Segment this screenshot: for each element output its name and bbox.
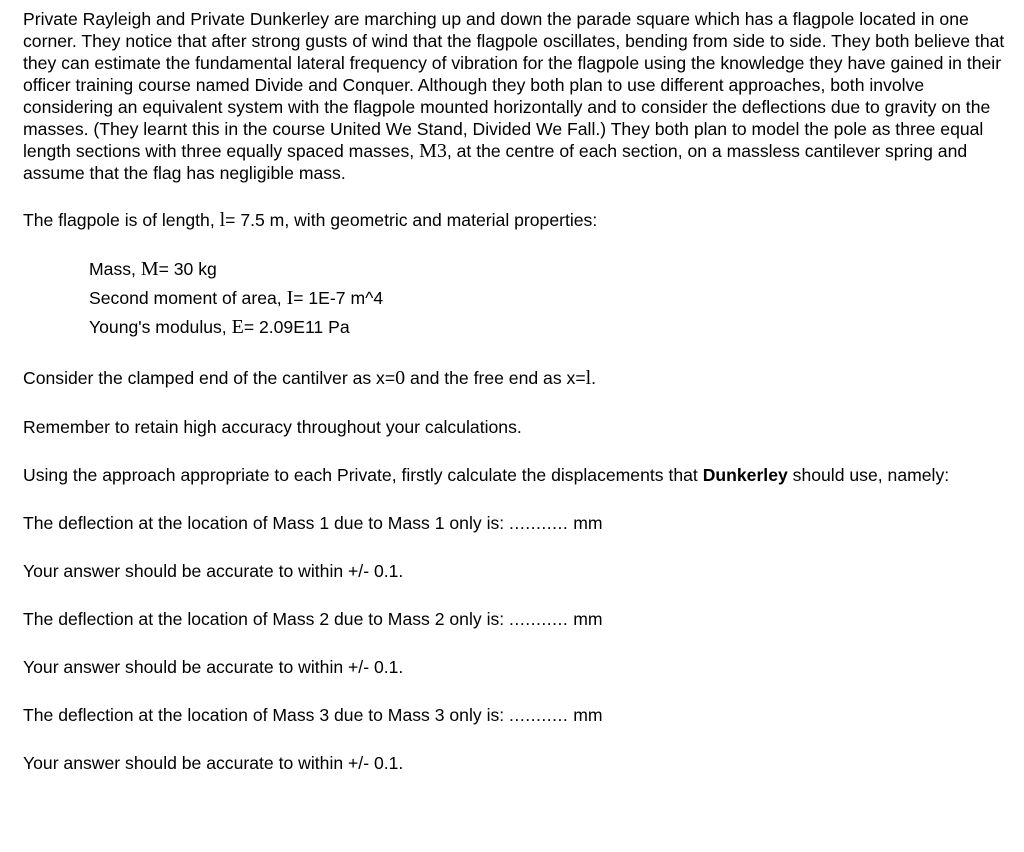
property-label: Second moment of area, bbox=[89, 288, 287, 308]
question-mass-2 bbox=[23, 608, 1008, 630]
instruction-suffix: should use, namely: bbox=[787, 465, 950, 485]
instruction-prefix: Using the approach appropriate to each Private, firstly calculate the displacements that bbox=[23, 465, 703, 485]
coordinate-zero: 0 bbox=[395, 367, 406, 389]
property-value: = 30 kg bbox=[158, 259, 217, 279]
answer-unit: mm bbox=[568, 513, 603, 533]
coordinate-middle: and the free end as x= bbox=[405, 368, 586, 388]
accuracy-reminder: Remember to retain high accuracy throughout your calculations. bbox=[23, 417, 522, 437]
tolerance-note-2: Your answer should be accurate to within +/- 0.1. bbox=[23, 657, 404, 677]
answer-blank[interactable]: ........... bbox=[509, 705, 569, 725]
length-statement bbox=[23, 209, 1008, 231]
coordinate-suffix: . bbox=[591, 368, 597, 388]
question-mass-3 bbox=[23, 704, 1008, 726]
property-label: Young's modulus, bbox=[89, 317, 232, 337]
question-text: The deflection at the location of Mass 2 due to Mass 2 only is: bbox=[23, 609, 510, 629]
length-prefix: The flagpole is of length, bbox=[23, 210, 220, 230]
coordinate-convention bbox=[23, 367, 1008, 389]
property-mass bbox=[89, 255, 1008, 284]
property-value: = 2.09E11 Pa bbox=[243, 317, 350, 337]
question-text: The deflection at the location of Mass 1 due to Mass 1 only is: bbox=[23, 513, 510, 533]
question-mass-1 bbox=[23, 512, 1008, 534]
answer-unit: mm bbox=[568, 609, 603, 629]
instruction-text bbox=[23, 464, 1008, 486]
properties-list bbox=[89, 255, 1008, 342]
intro-text-part2: , at the centre of each section, on a massless cantilever spring and assume that the flag has negligible mass. bbox=[23, 141, 968, 183]
property-value: = 1E-7 m^4 bbox=[293, 288, 384, 308]
property-symbol: I bbox=[286, 287, 294, 309]
property-label: Mass, bbox=[89, 259, 141, 279]
answer-blank[interactable]: ........... bbox=[509, 513, 569, 533]
property-symbol: E bbox=[231, 316, 244, 338]
problem-intro bbox=[23, 8, 1008, 184]
property-youngs-modulus bbox=[89, 313, 1008, 342]
intro-text-part1: Private Rayleigh and Private Dunkerley are marching up and down the parade square which has a flagpole located in one corner. They notice that after strong gusts of wind that the flagpole oscillates, bending from side to side. They both believe that they can estimate the fundamental lateral frequency of vibration for the flagpole using the knowledge they have gained in their officer training course named Divide and Conquer. Although they both plan to use different approaches, both involve considering an equivalent system with the flagpole mounted horizontally and to consider the deflections due to gravity on the masses. (They learnt this in the course United We Stand, Divided We Fall.) They both plan to model the pole as three equal length sections with three equally spaced masses, bbox=[23, 9, 1005, 161]
coordinate-prefix: Consider the clamped end of the cantilver as x= bbox=[23, 368, 396, 388]
coordinate-end: l bbox=[585, 367, 592, 389]
instruction-bold-name: Dunkerley bbox=[702, 465, 788, 485]
property-symbol: M bbox=[140, 258, 159, 280]
tolerance-note-1: Your answer should be accurate to within +/- 0.1. bbox=[23, 561, 404, 581]
question-text: The deflection at the location of Mass 3 due to Mass 3 only is: bbox=[23, 705, 510, 725]
tolerance-note-3: Your answer should be accurate to within +/- 0.1. bbox=[23, 753, 404, 773]
answer-unit: mm bbox=[568, 705, 603, 725]
property-second-moment bbox=[89, 284, 1008, 313]
length-value: = 7.5 m, with geometric and material properties: bbox=[225, 210, 598, 230]
mass-symbol-m3: M3 bbox=[419, 140, 447, 162]
answer-blank[interactable]: ........... bbox=[509, 609, 569, 629]
length-symbol: l bbox=[219, 209, 226, 231]
